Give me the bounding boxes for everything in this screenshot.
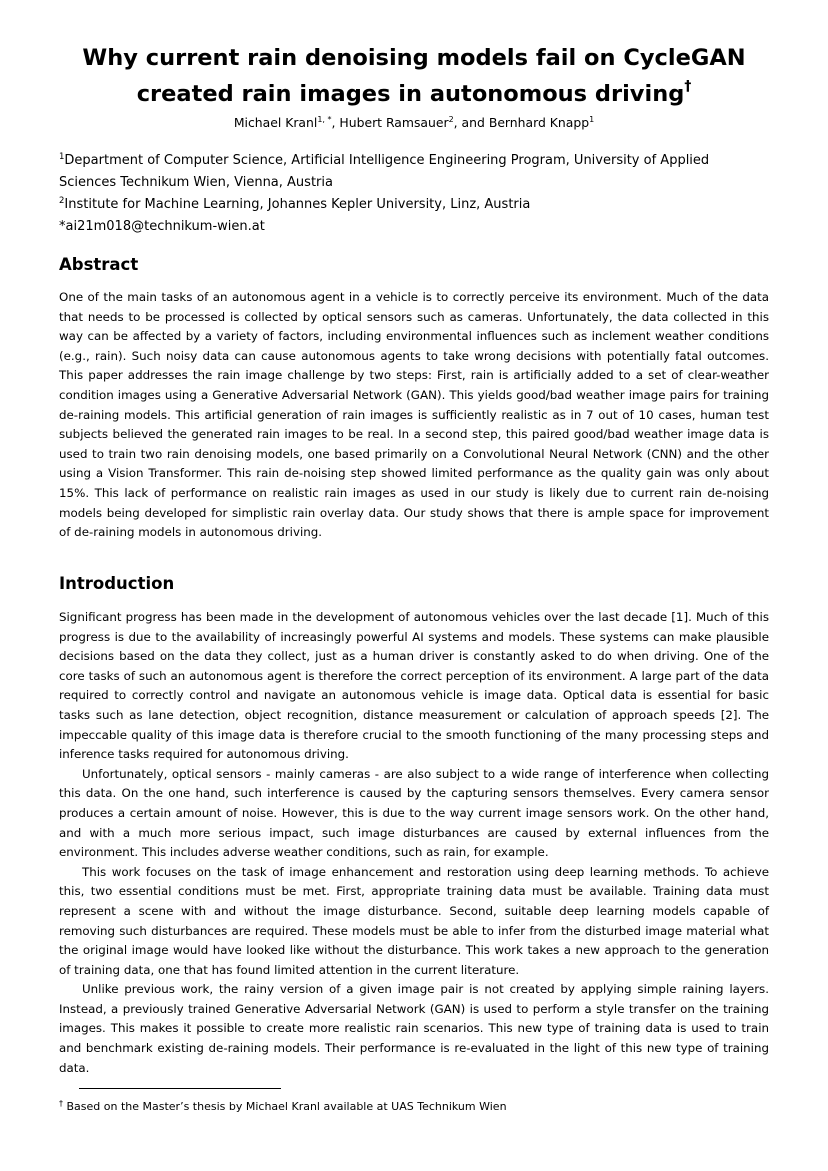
title-line-1: Why current rain denoising models fail on CycleGAN	[82, 45, 746, 71]
author-affiliation-mark: 2	[448, 115, 454, 125]
affiliations	[59, 150, 769, 238]
affiliation-mark: 1	[59, 151, 65, 162]
intro-paragraph: This work focuses on the task of image enhancement and restoration using deep learning methods. To achieve this, two essential conditions must be met. First, appropriate training data must be available. Training data must represent a scene with and without the image disturbance. Second, suitable deep learning models capable of removing such disturbances are required. These models must be able to infer from the disturbed image material what the original image would have looked like without the disturbance. This work takes a new approach to the generation of training data, one that has found limited attention in the current literature.	[59, 864, 769, 977]
author-affiliation-mark: 1, *	[317, 115, 332, 125]
author-separator: ,	[331, 115, 340, 130]
intro-paragraph: Significant progress has been made in the development of autonomous vehicles over the last decade [1]. Much of this progress is due to the availability of increasingly powerful AI systems and models. These systems can make plausible decisions based on the data they collect, just as a human driver is constantly asked to do when driving. One of the core tasks of such an autonomous agent is therefore the correct perception of its environment. A large part of the data required to correctly control and navigate an autonomous vehicle is image data. Optical data is essential for basic tasks such as lane detection, object recognition, distance measurement or calculation of approach speeds [2]. The impeccable quality of this image data is therefore crucial to the smooth functioning of the many processing steps and inference tasks required for autonomous driving.	[59, 610, 769, 762]
affiliation-2	[59, 194, 769, 216]
footnote	[59, 1099, 507, 1115]
affiliation-1	[59, 150, 769, 194]
intro-paragraph: Unlike previous work, the rainy version of a given image pair is not created by applying simple raining layers. Instead, a previously trained Generative Adversarial Network (GAN) is used to perform a style transfer on the training images. This makes it possible to create more realistic rain scenarios. This new type of training data is used to train and benchmark existing de-raining models. Their performance is re-evaluated in the light of this new type of training data.	[59, 982, 769, 1075]
title-line-2: created rain images in autonomous driving	[136, 81, 685, 107]
footnote-mark: †	[59, 1099, 63, 1108]
author-name: Bernhard Knapp	[488, 115, 590, 130]
introduction-body	[59, 608, 769, 1078]
abstract-body	[59, 288, 769, 543]
affiliation-text: Institute for Machine Learning, Johannes Kepler University, Linz, Austria	[64, 197, 531, 212]
author-name: Michael Kranl	[233, 115, 318, 130]
corresponding-email: *ai21m018@technikum-wien.at	[59, 219, 265, 234]
abstract-paragraph: One of the main tasks of an autonomous agent in a vehicle is to correctly perceive its environment. Much of the data that needs to be processed is collected by optical sensors such as cameras. Unfortunately, the data collected in this way can be affected by a variety of factors, including environmental influences such as inclement weather conditions (e.g., rain). Such noisy data can cause autonomous agents to take wrong decisions with potentially fatal outcomes. This paper addresses the rain image challenge by two steps: First, rain is artificially added to a set of clear-weather condition images using a Generative Adversarial Network (GAN). This yields good/bad weather image pairs for training de-raining models. This artificial generation of rain images is sufficiently realistic as in 7 out of 10 cases, human test subjects believed the generated rain images to be real. In a second step, this paired good/bad weather image data is used to train two rain denoising models, one based primarily on a Convolutional Neural Network (CNN) and the other using a Vision Transformer. This rain de-noising step showed limited performance as the quality gain was only about 15%. This lack of performance on realistic rain images as used in our study is likely due to current rain de-noising models being developed for simplistic rain overlay data. Our study shows that there is ample space for improvement of de-raining models in autonomous driving.	[59, 290, 769, 540]
author-list	[40, 114, 788, 132]
author-name: Hubert Ramsauer	[339, 115, 449, 130]
footnote-divider	[79, 1088, 281, 1089]
footnote-text: Based on the Master’s thesis by Michael Kranl available at UAS Technikum Wien	[63, 1100, 507, 1113]
author-affiliation-mark: 1	[589, 115, 595, 125]
affiliation-mark: 2	[59, 195, 65, 206]
title-footnote-mark: †	[684, 78, 692, 95]
abstract-heading: Abstract	[59, 255, 139, 274]
paper-title	[40, 40, 788, 112]
introduction-heading: Introduction	[59, 574, 175, 593]
affiliation-text: Department of Computer Science, Artificial Intelligence Engineering Program, University of Applied Sciences Technikum Wien, Vienna, Austria	[59, 153, 710, 190]
author-separator: , and	[453, 115, 489, 130]
intro-paragraph: Unfortunately, optical sensors - mainly cameras - are also subject to a wide range of interference when collecting this data. On the one hand, such interference is caused by the capturing sensors themselves. Every camera sensor produces a certain amount of noise. However, this is due to the way current image sensors work. On the other hand, and with a much more serious impact, such image disturbances are caused by external influences from the environment. This includes adverse weather conditions, such as rain, for example.	[59, 766, 769, 860]
